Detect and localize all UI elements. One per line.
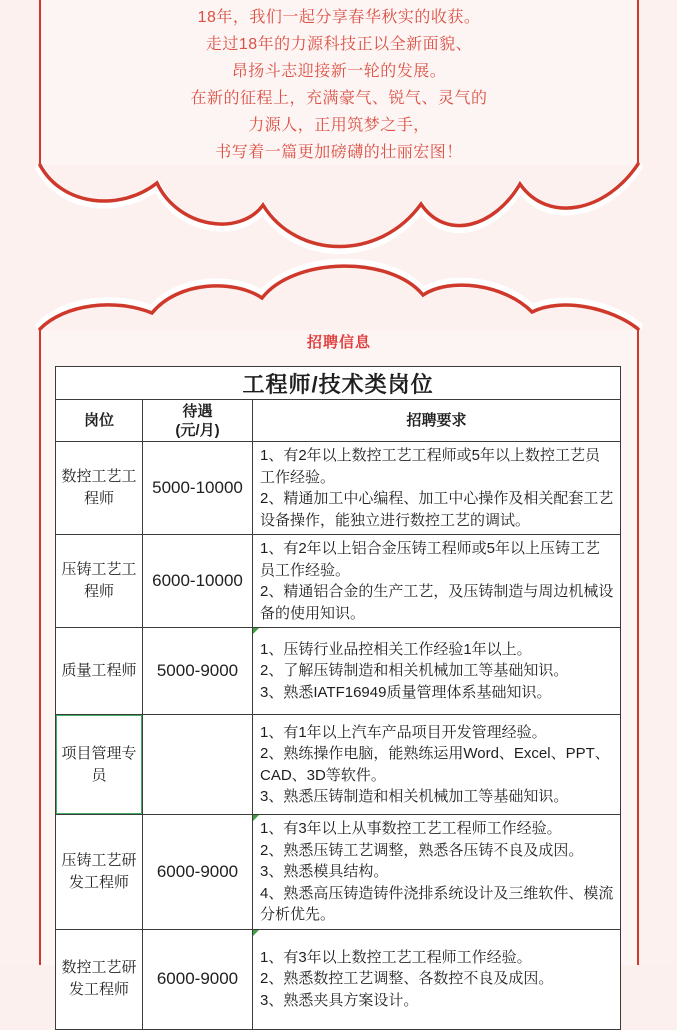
comment-flag-icon: [253, 815, 259, 821]
salary-cell: 6000-9000: [143, 815, 253, 930]
header-requirements: 招聘要求: [253, 400, 621, 442]
requirement-line: 2、熟练操作电脑，能熟练运用Word、Excel、PPT、CAD、3D等软件。: [260, 745, 610, 784]
position-cell: 项目管理专员: [56, 715, 143, 815]
requirement-line: 4、熟悉高压铸造铸件浇排系统设计及三维软件、模流分析优先。: [260, 884, 614, 923]
position-cell: 压铸工艺工程师: [56, 535, 143, 628]
comment-flag-icon: [253, 930, 259, 936]
position-cell: 质量工程师: [56, 628, 143, 715]
requirement-line: 2、精通铝合金的生产工艺，及压铸制造与周边机械设备的使用知识。: [260, 583, 614, 622]
top-card-right-border: [637, 0, 639, 164]
bottom-card-left-border: [39, 327, 41, 965]
table-row: [56, 442, 621, 535]
header-position: 岗位: [56, 400, 143, 442]
position-cell: 数控工艺工程师: [56, 442, 143, 535]
requirements-cell: [253, 715, 621, 815]
comment-flag-icon: [253, 628, 259, 634]
requirement-line: 2、精通加工中心编程、加工中心操作及相关配套工艺设备操作，能独立进行数控工艺的调试。: [260, 490, 614, 529]
requirements-cell: [253, 628, 621, 715]
table-row: [56, 628, 621, 715]
intro-line: 昂扬斗志迎接新一轮的发展。: [231, 63, 447, 80]
table-row: [56, 815, 621, 930]
requirement-line: 1、有3年以上从事数控工艺工程师工作经验。: [260, 820, 562, 837]
salary-cell: [143, 715, 253, 815]
table-header-row: [56, 400, 621, 442]
salary-cell: 6000-10000: [143, 535, 253, 628]
table-row: [56, 535, 621, 628]
requirement-line: 3、熟悉IATF16949质量管理体系基础知识。: [260, 683, 552, 701]
requirement-line: 3、熟悉模具结构。: [260, 863, 389, 880]
intro-line: 书写着一篇更加磅礴的壮丽宏图！: [215, 144, 463, 161]
requirement-line: 3、熟悉压铸制造和相关机械加工等基础知识。: [260, 788, 569, 805]
requirement-line: 1、有2年以上铝合金压铸工程师或5年以上压铸工艺员工作经验。: [260, 540, 601, 579]
table-row: [56, 929, 621, 1029]
requirement-line: 1、压铸行业品控相关工作经验1年以上。: [260, 640, 532, 658]
table-title-row: [56, 367, 621, 400]
table-row: [56, 715, 621, 815]
requirement-line: 1、有3年以上数控工艺工程师工作经验。: [260, 948, 532, 966]
position-cell: 数控工艺研发工程师: [56, 929, 143, 1029]
salary-cell: 6000-9000: [143, 929, 253, 1029]
requirement-line: 2、熟悉数控工艺调整、各数控不良及成因。: [260, 970, 554, 988]
jobs-table: [55, 366, 621, 1030]
salary-cell: 5000-10000: [143, 442, 253, 535]
requirement-line: 1、有1年以上汽车产品项目开发管理经验。: [260, 723, 547, 741]
header-salary: [143, 400, 253, 442]
requirements-cell: [253, 535, 621, 628]
requirements-cell: [253, 442, 621, 535]
intro-line: 力源人，正用筑梦之手，: [248, 117, 430, 134]
intro-line: 走过18年的力源科技正以全新面貌、: [205, 36, 473, 53]
intro-line: 18年，我们一起分享春华秋实的收获。: [197, 9, 481, 26]
position-cell: 压铸工艺研发工程师: [56, 815, 143, 930]
requirement-line: 2、熟悉压铸工艺调整，熟悉各压铸不良及成因。: [260, 841, 584, 859]
section-title: 招聘信息: [306, 334, 371, 351]
header-salary-line2: (元/月): [175, 421, 220, 439]
intro-line: 在新的征程上，充满豪气、锐气、灵气的: [190, 90, 488, 107]
intro-poem: [41, 4, 637, 166]
requirement-line: 2、了解压铸制造和相关机械加工等基础知识。: [260, 662, 569, 680]
table-title: 工程师/技术类岗位: [56, 367, 621, 400]
requirement-line: 3、熟悉夹具方案设计。: [260, 991, 419, 1009]
bottom-card-right-border: [637, 327, 639, 965]
header-salary-line1: 待遇: [182, 402, 213, 420]
requirement-line: 1、有2年以上数控工艺工程师或5年以上数控工艺员工作经验。: [260, 447, 601, 486]
salary-cell: 5000-9000: [143, 628, 253, 715]
requirements-cell: [253, 929, 621, 1029]
requirements-cell: [253, 815, 621, 930]
